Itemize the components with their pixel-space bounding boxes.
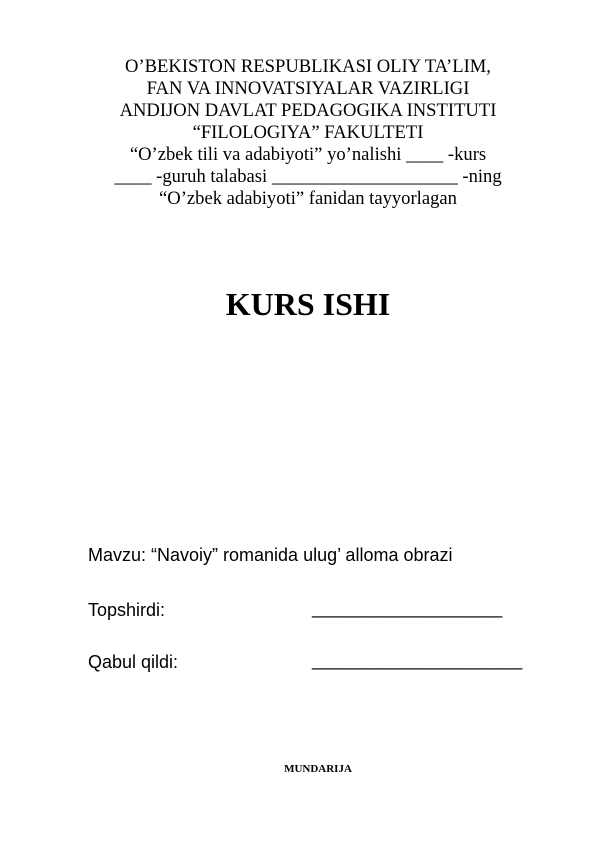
toc-heading: MUNDARIJA	[284, 763, 352, 775]
header-line-institute: ANDIJON DAVLAT PEDAGOGIKA INSTITUTI	[119, 100, 497, 121]
topic-line: Mavzu: “Navoiy” romanida ulug’ alloma obrazi	[88, 545, 453, 565]
document-title: KURS ISHI	[225, 286, 391, 322]
submitted-label: Topshirdi:	[88, 600, 166, 620]
header-line-subject: “O’zbek adabiyoti” fanidan tayyorlagan	[159, 188, 457, 209]
accepted-blank: _____________________	[312, 650, 523, 670]
header-line-group: ____ -guruh talabasi ____________________ -ning	[114, 166, 502, 187]
header-line-ministry-cont: FAN VA INNOVATSIYALAR VAZIRLIGI	[146, 78, 470, 99]
institution-header	[60, 56, 556, 210]
header-line-direction: “O’zbek tili va adabiyoti” yo’nalishi ____ -kurs	[129, 144, 487, 165]
header-line-ministry: O’BEKISTON RESPUBLIKASI OLIY TA’LIM,	[125, 56, 491, 77]
submitted-blank: ___________________	[312, 598, 503, 618]
accepted-label: Qabul qildi:	[88, 652, 179, 672]
header-line-faculty: “FILOLOGIYA” FAKULTETI	[192, 122, 424, 143]
